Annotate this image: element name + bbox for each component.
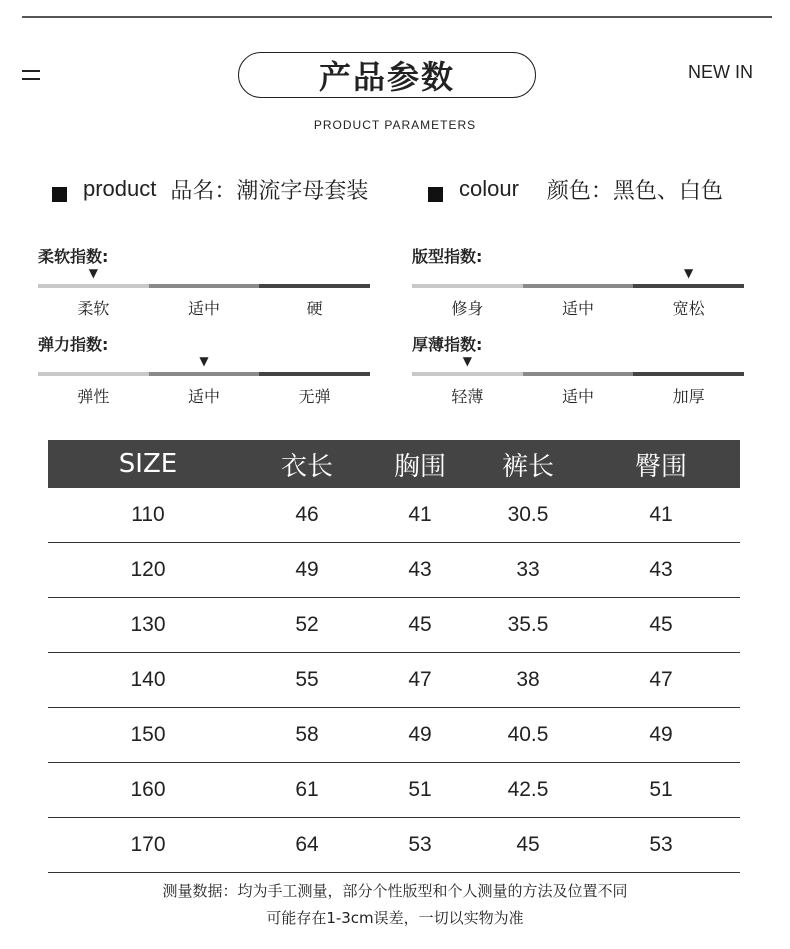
product-value: 品名：潮流字母套装 [170, 178, 369, 204]
table-cell: 49 [248, 543, 366, 598]
table-cell: 41 [582, 488, 740, 543]
table-cell: 45 [582, 598, 740, 653]
meter-track [412, 372, 744, 376]
product-info [52, 172, 368, 206]
table-cell: 51 [582, 763, 740, 818]
table-cell: 49 [582, 708, 740, 763]
column-header: 裤长 [474, 440, 582, 488]
table-row [48, 763, 740, 818]
table-cell: 130 [48, 598, 248, 653]
meter-option: 硬 [306, 299, 323, 318]
table-cell: 46 [248, 488, 366, 543]
page-subtitle: PRODUCT PARAMETERS [313, 118, 477, 132]
table-cell: 30.5 [474, 488, 582, 543]
triangle-marker-icon: ▼ [462, 354, 472, 368]
triangle-marker-icon: ▼ [88, 266, 98, 280]
table-cell: 45 [366, 598, 474, 653]
softness-meter [38, 244, 370, 318]
fit-meter [412, 244, 744, 318]
note-line: 测量数据：均为手工测量，部分个性版型和个人测量的方法及位置不同 [162, 882, 628, 900]
table-cell: 45 [474, 818, 582, 873]
meter-option: 适中 [188, 387, 221, 406]
menu-icon[interactable] [22, 70, 40, 82]
colour-info [428, 172, 723, 206]
table-cell: 53 [582, 818, 740, 873]
top-divider [22, 16, 772, 18]
table-cell: 58 [248, 708, 366, 763]
column-header: SIZE [48, 440, 248, 488]
table-row [48, 653, 740, 708]
table-header-row [48, 440, 740, 488]
meter-option: 适中 [188, 299, 221, 318]
table-row [48, 818, 740, 873]
table-cell: 47 [366, 653, 474, 708]
triangle-marker-icon: ▼ [684, 266, 694, 280]
elasticity-meter [38, 332, 370, 406]
table-cell: 38 [474, 653, 582, 708]
meter-label: 柔软指数: [38, 247, 109, 266]
meter-option: 柔软 [77, 299, 110, 318]
meter-track [412, 284, 744, 288]
meter-option: 适中 [562, 387, 595, 406]
table-row [48, 543, 740, 598]
triangle-marker-icon: ▼ [199, 354, 209, 368]
table-cell: 64 [248, 818, 366, 873]
column-header: 胸围 [366, 440, 474, 488]
note-line: 可能存在1-3cm误差，一切以实物为准 [266, 909, 524, 927]
new-in-label: NEW IN [688, 62, 753, 82]
table-row [48, 708, 740, 763]
table-cell: 170 [48, 818, 248, 873]
table-cell: 120 [48, 543, 248, 598]
size-table [48, 440, 740, 873]
column-header: 衣长 [248, 440, 366, 488]
meter-option: 无弹 [298, 387, 331, 406]
meter-option: 弹性 [77, 387, 110, 406]
meter-label: 版型指数: [412, 247, 483, 266]
table-cell: 47 [582, 653, 740, 708]
table-cell: 51 [366, 763, 474, 818]
colour-value: 颜色：黑色、白色 [546, 178, 723, 204]
meter-option: 修身 [451, 299, 484, 318]
meter-track [38, 284, 370, 288]
table-cell: 41 [366, 488, 474, 543]
table-cell: 150 [48, 708, 248, 763]
table-cell: 42.5 [474, 763, 582, 818]
table-cell: 140 [48, 653, 248, 708]
meter-option: 加厚 [672, 387, 705, 406]
table-cell: 61 [248, 763, 366, 818]
table-cell: 40.5 [474, 708, 582, 763]
page-title: 产品参数 [238, 52, 536, 98]
table-cell: 53 [366, 818, 474, 873]
meter-option: 轻薄 [451, 387, 484, 406]
table-cell: 110 [48, 488, 248, 543]
table-cell: 160 [48, 763, 248, 818]
column-header: 臀围 [582, 440, 740, 488]
product-key: product [83, 176, 157, 201]
table-cell: 55 [248, 653, 366, 708]
meter-label: 厚薄指数: [412, 335, 483, 354]
table-row [48, 488, 740, 543]
bullet-square-icon [52, 187, 67, 202]
table-cell: 33 [474, 543, 582, 598]
meter-label: 弹力指数: [38, 335, 109, 354]
measurement-note [0, 878, 790, 932]
table-cell: 43 [366, 543, 474, 598]
bullet-square-icon [428, 187, 443, 202]
table-cell: 35.5 [474, 598, 582, 653]
meter-option: 宽松 [672, 299, 705, 318]
table-row [48, 598, 740, 653]
table-cell: 52 [248, 598, 366, 653]
table-cell: 49 [366, 708, 474, 763]
meter-track [38, 372, 370, 376]
meter-option: 适中 [562, 299, 595, 318]
table-cell: 43 [582, 543, 740, 598]
colour-key: colour [459, 176, 519, 201]
thickness-meter [412, 332, 744, 406]
